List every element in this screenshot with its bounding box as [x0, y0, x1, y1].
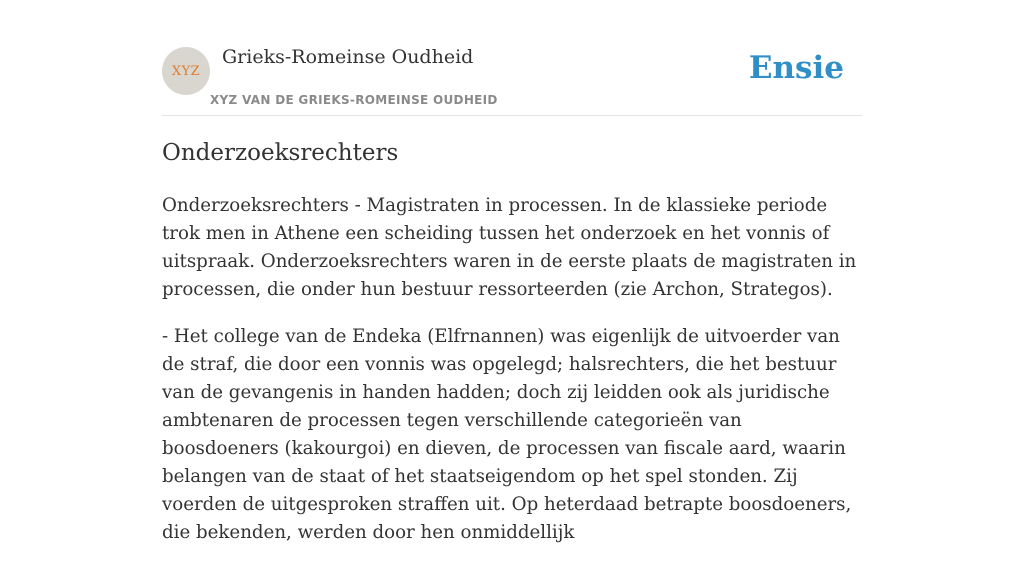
site-avatar[interactable]: [162, 47, 210, 95]
site-subtitle: XYZ VAN DE GRIEKS-ROMEINSE OUDHEID: [210, 93, 498, 107]
ensie-logo-link[interactable]: Ensie: [748, 50, 844, 86]
avatar-label: XYZ: [171, 63, 201, 79]
page-container: [162, 0, 862, 543]
site-header: [162, 0, 862, 116]
article-paragraph: Onderzoeksrechters - Magistraten in processen. In de klassieke periode trok men in Athene een scheiding tussen het onderzoek en het vonnis of uitspraak. Onderzoeksrechters waren in de eerste plaats de magistraten in processen, die onder hun bestuur ressorteerden (zie Archon, Strategos).: [162, 195, 857, 300]
article-paragraph: - Het college van de Endeka (Elfrnannen) was eigenlijk de uitvoerder van de straf, die door een vonnis was opgelegd; halsrechters, die het bestuur van de gevangenis in handen hadden; doch zij leidden ook als juridische ambtenaren de processen tegen verschillende categorieën van boosdoeners (kakourgoi) en dieven, de processen van fiscale aard, waarin belangen van de staat of het staatseigendom op het spel stonden. Zij voerden de uitgesproken straffen uit. Op heterdaad betrapte boosdoeners, die bekenden, werden door hen onmiddellijk: [162, 326, 852, 543]
page-title: Onderzoeksrechters: [162, 140, 399, 166]
site-title[interactable]: Grieks-Romeinse Oudheid: [222, 46, 474, 68]
article-body: [162, 192, 862, 566]
